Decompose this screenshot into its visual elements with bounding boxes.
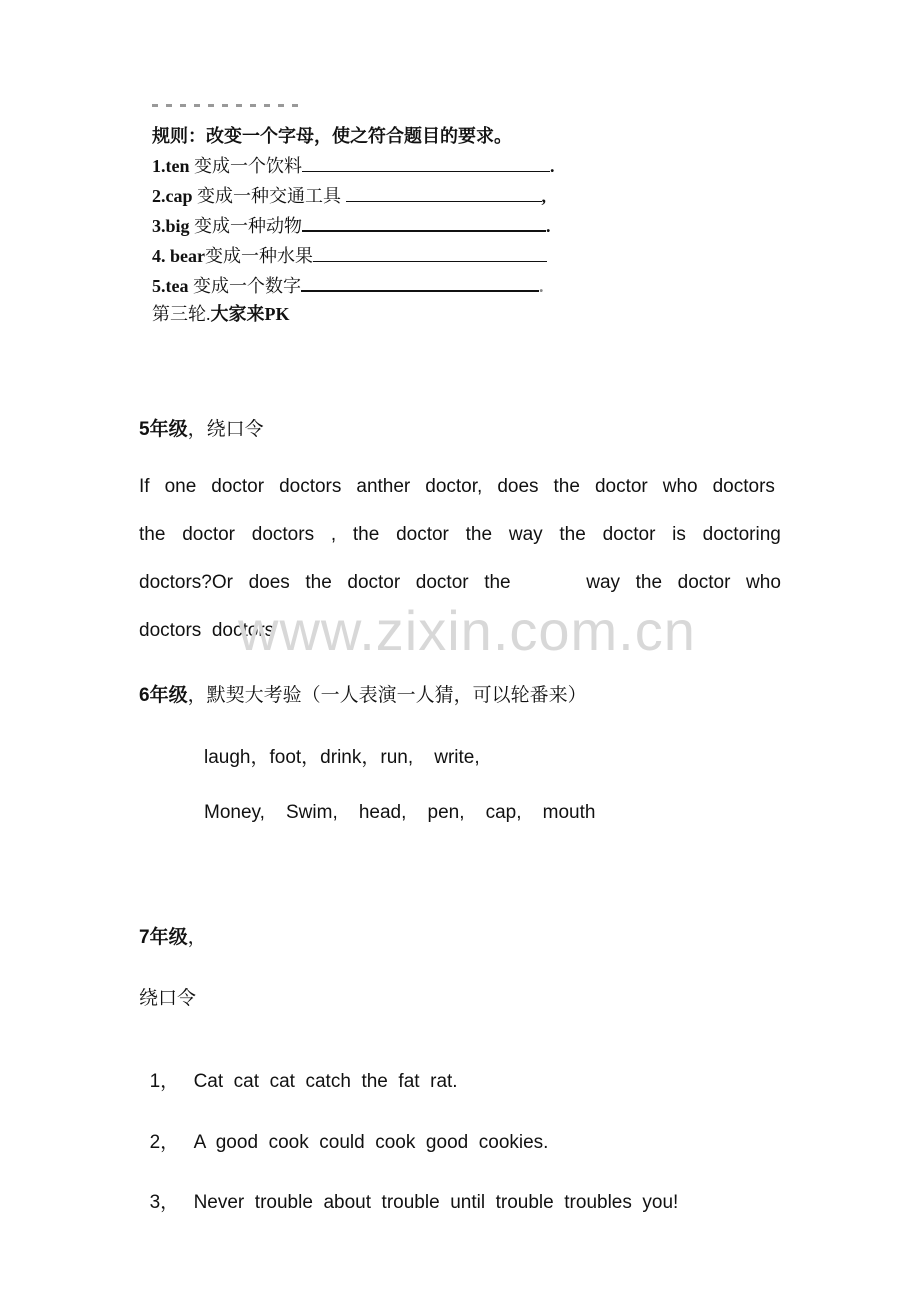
scan-item-1: 1.ten 变成一个饮料 .	[152, 156, 555, 176]
grade7-item-3: 3， Never trouble about trouble until trouble troubles you!	[149, 1192, 679, 1213]
grade6-words-2: Money, Swim, head, pen, cap, mouth	[204, 802, 596, 823]
scan-item-4: 4. bear变成一种水果	[152, 242, 547, 268]
grade7-subtitle: 绕口令	[139, 988, 197, 1009]
grade7-item-1: 1， Cat cat cat catch the fat rat.	[149, 1071, 458, 1092]
rule-line: 规则：改变一个字母，使之符合题目的要求。	[152, 126, 512, 146]
grade5-heading: 5年级，绕口令	[139, 419, 264, 440]
grade5-line-1: If one doctor doctors anther doctor, does the doctor who doctors	[139, 476, 775, 497]
grade5-line-3: doctors?Or does the doctor doctor the way the doctor who	[139, 572, 781, 593]
grade7-heading: 7年级，	[139, 927, 207, 948]
cropped-top-line	[152, 100, 312, 108]
watermark: www.zixin.com.cn	[238, 599, 696, 662]
grade6-heading: 6年级，默契大考验（一人表演一人猜，可以轮番来）	[139, 685, 587, 706]
scan-item-2: 2.cap 变成一种交通工具 ,	[152, 186, 546, 206]
grade5-line-2: the doctor doctors , the doctor the way the doctor is doctoring	[139, 524, 781, 545]
round3-heading: 第三轮.大家来PK	[152, 304, 290, 324]
scan-item-5: 5.tea 变成一个数字 .	[152, 276, 544, 296]
grade7-item-2: 2， A good cook could cook good cookies.	[149, 1132, 549, 1153]
scan-item-3: 3.big 变成一种动物 .	[152, 216, 551, 236]
grade5-line-4: doctors doctors	[139, 620, 275, 641]
scanned-worksheet-image	[148, 100, 588, 328]
grade6-words-1: laugh，foot，drink，run, write,	[204, 747, 480, 768]
